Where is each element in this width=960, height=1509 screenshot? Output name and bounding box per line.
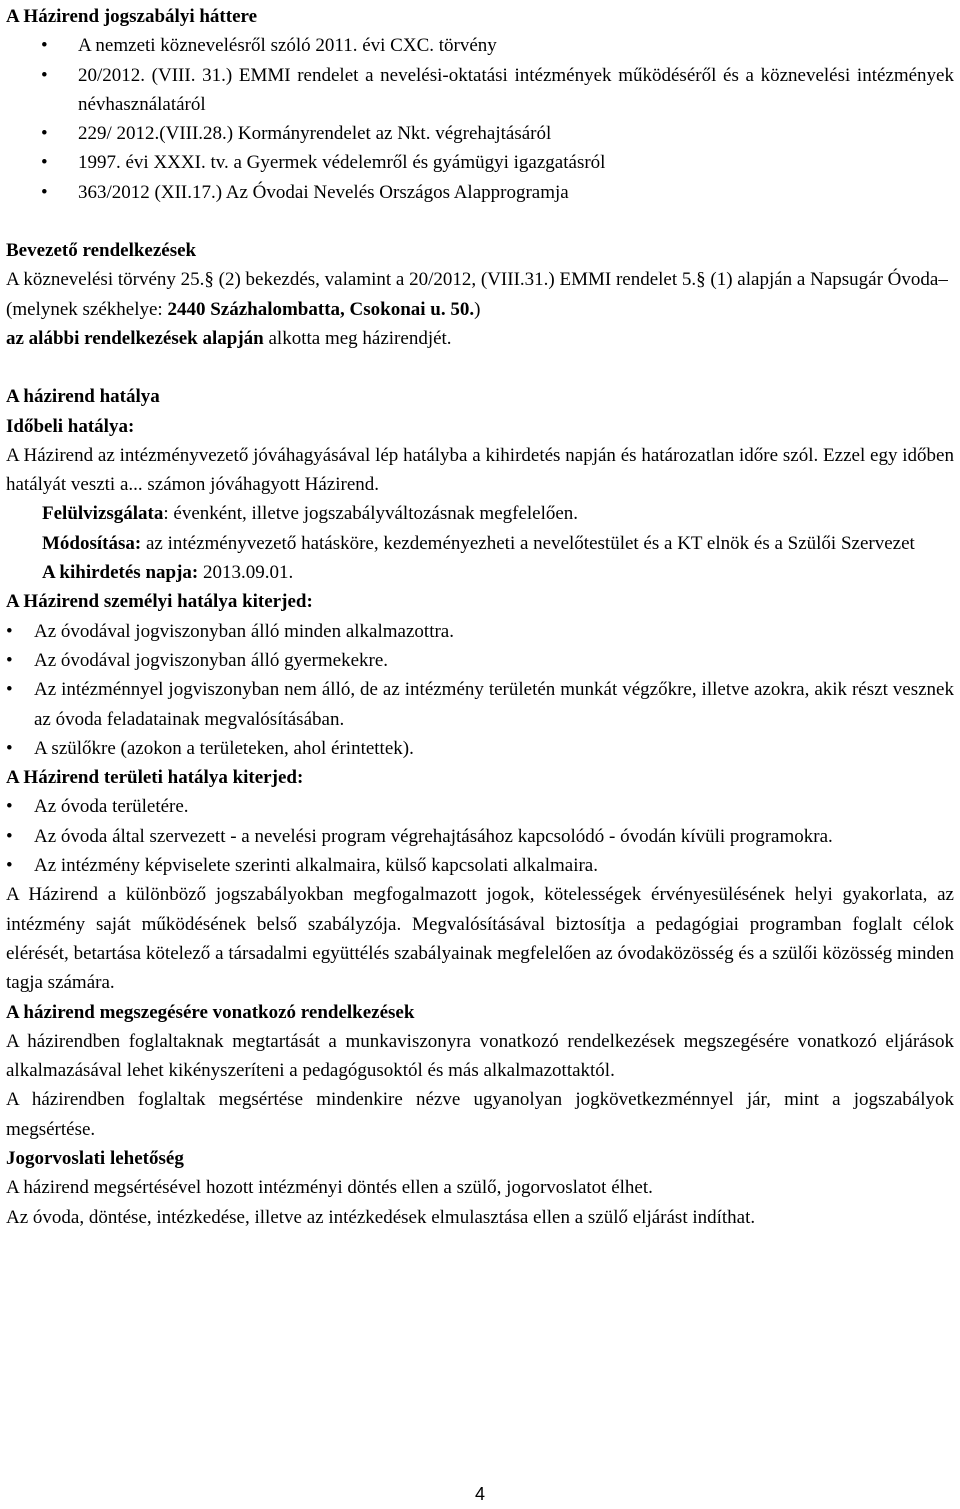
bullet-icon: • — [41, 35, 48, 57]
section-sign: § — [696, 269, 706, 291]
bullet-icon: • — [41, 123, 48, 145]
remedy-paragraph-1: A házirend megsértésével hozott intézményi döntés ellen a szülő, jogorvoslatot élhet. — [6, 1177, 653, 1199]
list-item: • 20/2012. (VIII. 31.) EMMI rendelet a nevelési-oktatási intézmények működéséről és a köznevelési intézmények névhasználatáról — [78, 61, 954, 120]
list-item: • 1997. évi XXXI. tv. a Gyermek védelemről és gyámügyi igazgatásról — [78, 148, 954, 177]
review-line: Felülvizsgálata: évenként, illetve jogszabályváltozásnak megfelelően. — [42, 503, 579, 525]
list-item: • A szülőkre (azokon a területeken, ahol érintettek). — [34, 734, 954, 763]
page-number: 4 — [474, 1484, 485, 1504]
list-item: • Az óvoda által szervezett - a nevelési program végrehajtásához kapcsolódó - óvodán kívüli programokra. — [34, 822, 954, 851]
personal-scope-list — [6, 617, 954, 763]
bullet-icon: • — [41, 64, 48, 86]
personal-scope-title: A Házirend személyi hatálya kiterjed: — [6, 591, 313, 613]
list-item: • Az óvoda területére. — [34, 792, 954, 821]
time-scope-title: Időbeli hatálya: — [6, 415, 135, 437]
list-item: • Az intézménnyel jogviszonyban nem álló, de az intézmény területén munkát végzőkre, illetve azokra, akik részt vesznek az óvoda feladatainak megvalósításában. — [34, 675, 954, 734]
address: 2440 Százhalombatta, Csokonai u. 50. — [167, 298, 475, 320]
bullet-icon: • — [6, 737, 13, 759]
list-item: • 363/2012 (XII.17.) Az Óvodai Nevelés Országos Alapprogramja — [78, 178, 954, 207]
scope-title: A házirend hatálya — [6, 386, 160, 408]
intro-title: Bevezető rendelkezések — [6, 240, 197, 262]
announce-line: A kihirdetés napja: 2013.09.01. — [42, 562, 294, 584]
territorial-scope-title: A Házirend területi hatálya kiterjed: — [6, 767, 304, 789]
bullet-icon: • — [6, 855, 13, 877]
list-item: • Az óvodával jogviszonyban álló gyermekekre. — [34, 646, 954, 675]
time-scope-text: A Házirend az intézményvezető jóváhagyásával lép hatályba a kihirdetés napján és határozatlan időre szól. Ezzel egy időben hatályát veszti a... számon jóváhagyott Házirend. — [6, 444, 954, 496]
bullet-icon: • — [6, 620, 13, 642]
bullet-icon: • — [41, 152, 48, 174]
bullet-icon: • — [41, 181, 48, 203]
bullet-icon: • — [6, 649, 13, 671]
list-item: • Az óvodával jogviszonyban álló minden alkalmazottra. — [34, 617, 954, 646]
modify-line: Módosítása: az intézményvezető hatásköre, kezdeményezheti a nevelőtestület és a KT elnök és a Szülői Szervezet — [42, 532, 915, 554]
list-item: • 229/ 2012.(VIII.28.) Kormányrendelet az Nkt. végrehajtásáról — [78, 119, 954, 148]
remedy-title: Jogorvoslati lehetőség — [6, 1147, 184, 1169]
legal-background-title: A Házirend jogszabályi háttere — [6, 6, 258, 27]
territorial-paragraph: A Házirend a különböző jogszabályokban megfogalmazott jogok, kötelességek érvényesülésének helyi gyakorlata, az intézmény saját működésének belső szabályzója. Megvalósításával biztosítja a pedagógiai programban foglalt célok elérését, betartása kötelező a társadalmi együttélés szabályainak megfelelően az óvodaközösség és a szülői közösség minden tagja számára. — [6, 884, 954, 994]
remedy-paragraph-2: Az óvoda, döntése, intézkedése, illetve az intézkedések elmulasztása ellen a szülő eljárást indíthat. — [6, 1206, 756, 1228]
bullet-icon: • — [6, 796, 13, 818]
intro-paragraph: A köznevelési törvény 25.§ (2) bekezdés, valamint a 20/2012, (VIII.31.) EMMI rendelet 5.§ (1) alapján a Napsugár Óvoda– (melynek székhelye: 2440 Százhalombatta, Csokonai u. 50.) az alábbi rendelkezések alapján alkotta meg házirendjét. — [6, 269, 948, 349]
territorial-scope-list — [6, 792, 954, 880]
legal-background-list — [6, 31, 954, 207]
violation-paragraph-2: A házirendben foglaltak megsértése mindenkire nézve ugyanolyan jogkövetkezménnyel jár, mint a jogszabályok megsértése. — [6, 1089, 954, 1140]
list-item: • A nemzeti köznevelésről szóló 2011. évi CXC. törvény — [78, 31, 954, 60]
bullet-icon: • — [6, 679, 13, 701]
violation-paragraph-1: A házirendben foglaltaknak megtartását a munkaviszonyra vonatkozó rendelkezések megszegésére vonatkozó eljárások alkalmazásával lehet kikényszeríteni a pedagógusoktól és más alkalmazottaktól. — [6, 1030, 954, 1082]
section-sign: § — [204, 269, 214, 291]
violation-title: A házirend megszegésére vonatkozó rendelkezések — [6, 1001, 415, 1023]
list-item: • Az intézmény képviselete szerinti alkalmaira, külső kapcsolati alkalmaira. — [34, 851, 954, 880]
bullet-icon: • — [6, 825, 13, 847]
